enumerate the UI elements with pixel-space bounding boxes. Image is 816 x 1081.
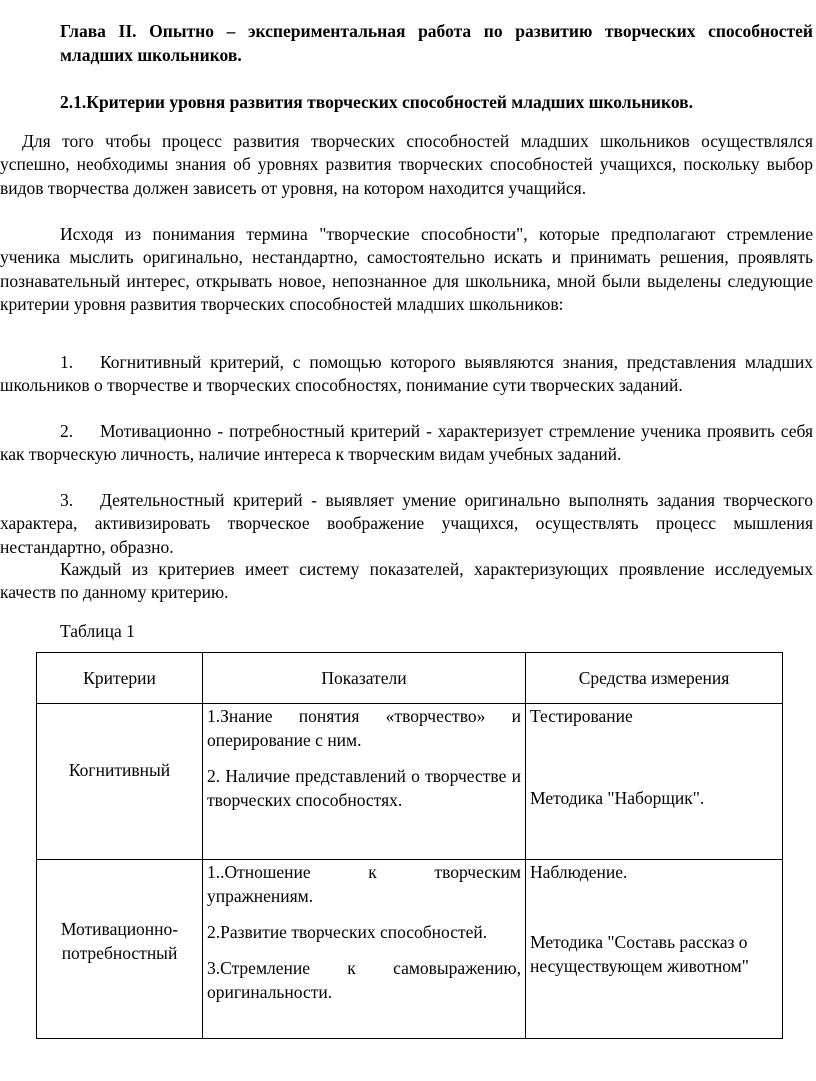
indicators-cell: [203, 704, 526, 860]
indicator-item: 2. Наличие представлений о творчестве и творческих способностях.: [207, 766, 521, 810]
table-header-cell: Средства измерения: [526, 653, 783, 704]
indicators-cell: [203, 860, 526, 1039]
table-header-cell: Критерии: [37, 653, 203, 704]
list-number: 3.: [60, 490, 74, 510]
indicator-item: 3.Стремление к самовыражению, оригинальности.: [207, 958, 521, 1002]
criterion-name: Мотивационно-потребностный: [60, 919, 179, 963]
criterion-name: Когнитивный: [68, 759, 171, 780]
chapter-title: Глава II. Опытно – экспериментальная работа по развитию творческих способностей младших школьников.: [60, 21, 813, 65]
criteria-list-item: [0, 489, 813, 559]
table-header-row: [37, 653, 783, 704]
table-row: [37, 860, 783, 1039]
section-title: 2.1.Критерии уровня развития творческих способностей младших школьников.: [60, 92, 694, 112]
table-row: [37, 704, 783, 860]
measure-item: Наблюдение.: [530, 862, 628, 882]
list-text: Когнитивный критерий, с помощью которого выявляются знания, представления младших школьников о творчестве и творческих способностях, понимание сути творческих заданий.: [0, 352, 813, 396]
list-number: 1.: [60, 352, 74, 372]
list-text: Деятельностный критерий - выявляет умение оригинально выполнять задания творческого характера, активизировать творческое воображение учащихся, осуществлять процесс мышления нестандартно, образно.: [0, 490, 813, 557]
paragraph-indicators: Каждый из критериев имеет систему показателей, характеризующих проявление исследуемых качеств по данному критерию.: [0, 559, 813, 603]
paragraph-definition: Исходя из понимания термина "творческие способности", которые предполагают стремление ученика мыслить оригинально, нестандартно, самостоятельно искать и принимать решения, проявлять познавательный интерес, открывать новое, непознанное для школьника, мной были выделены следующие критерии уровня развития творческих способностей младших школьников:: [0, 224, 813, 314]
criteria-list-item: [0, 420, 813, 467]
criterion-cell: [37, 704, 203, 860]
list-text: Мотивационно - потребностный критерий - характеризует стремление ученика проявить себя как творческую личность, наличие интереса к творческим видам учебных заданий.: [0, 421, 813, 465]
indicator-item: 2.Развитие творческих способностей.: [207, 922, 488, 942]
list-number: 2.: [60, 421, 74, 441]
measure-item: Тестирование: [530, 706, 633, 726]
measure-item: Методика "Составь рассказ о несуществующем животном": [530, 932, 749, 976]
criterion-cell: [37, 860, 203, 1039]
criteria-list-item: [0, 351, 813, 398]
table-header-cell: Показатели: [203, 653, 526, 704]
criteria-table: [36, 652, 783, 1039]
indicator-item: 1.Знание понятия «творчество» и оперирование с ним.: [207, 706, 521, 750]
indicator-item: 1..Отношение к творческим упражнениям.: [207, 862, 521, 906]
table-caption: Таблица 1: [60, 621, 135, 641]
paragraph-intro: Для того чтобы процесс развития творческих способностей младших школьников осуществлялся успешно, необходимы знания об уровнях развития творческих способностей учащихся, поскольку выбор видов творчества должен зависеть от уровня, на котором находится учащийся.: [0, 131, 813, 198]
measures-cell: [526, 860, 783, 1039]
measures-cell: [526, 704, 783, 860]
measure-item: Методика "Наборщик".: [530, 788, 705, 808]
